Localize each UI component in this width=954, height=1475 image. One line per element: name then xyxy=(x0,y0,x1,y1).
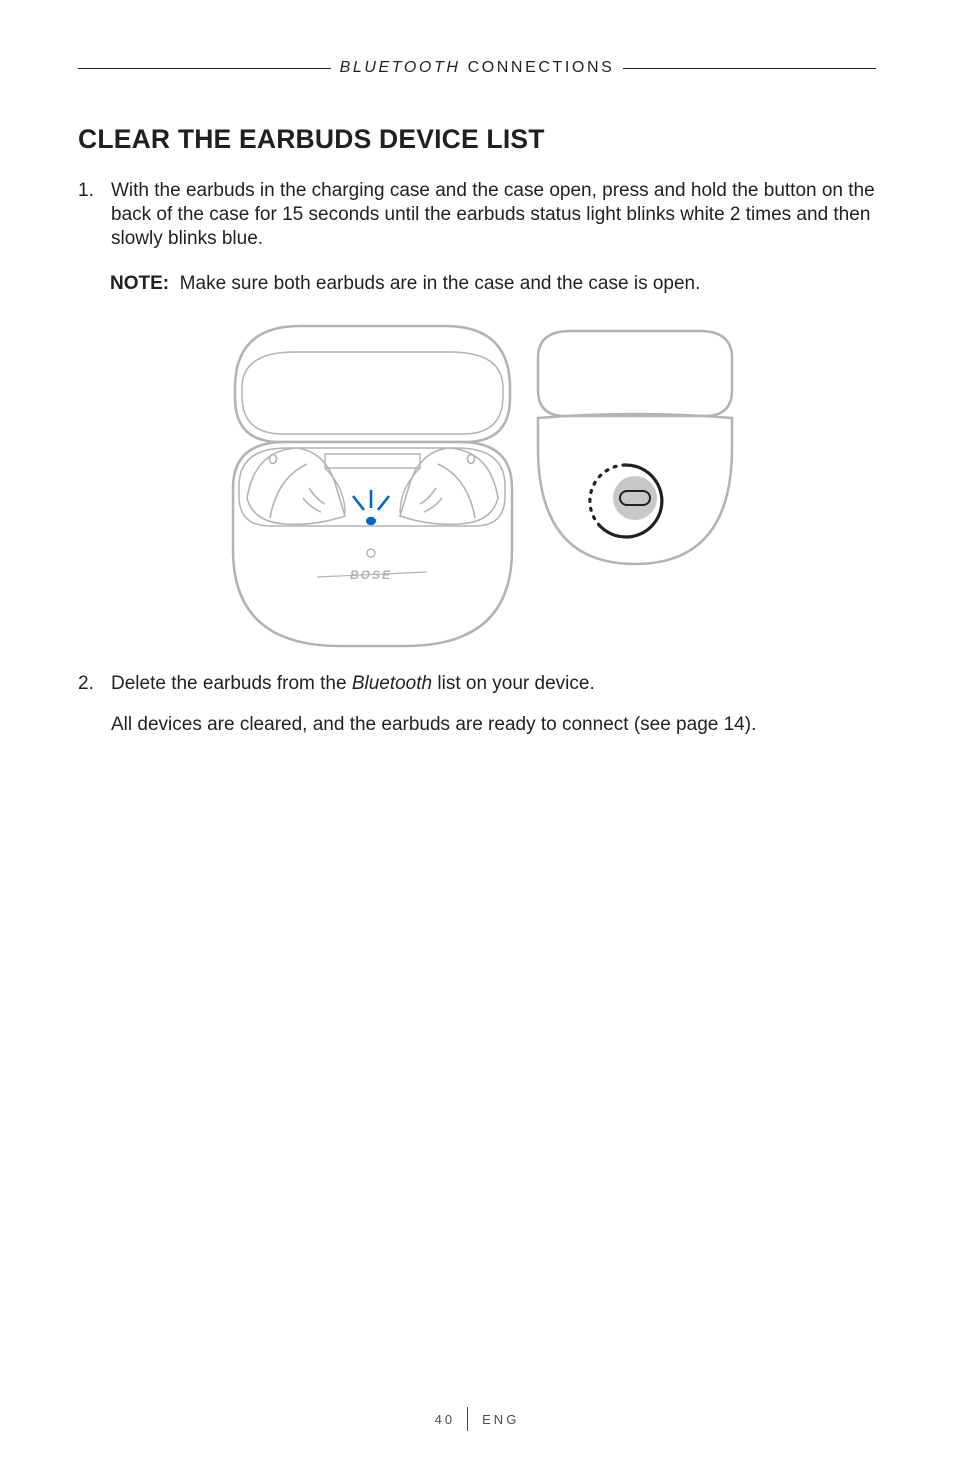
earbuds-case-illustration xyxy=(225,318,740,653)
note xyxy=(110,272,700,296)
page-title: CLEAR THE EARBUDS DEVICE LIST xyxy=(78,124,545,154)
case-button xyxy=(590,465,662,537)
page-number: 40 xyxy=(434,1411,456,1427)
language-label: ENG xyxy=(482,1411,520,1427)
step-2-text-after: list on your device. xyxy=(432,673,595,694)
result-text: All devices are cleared, and the earbuds are ready to connect (see page 14). xyxy=(111,714,757,735)
header-rule-right xyxy=(623,68,876,69)
right-earbud xyxy=(400,448,498,524)
note-label: NOTE: xyxy=(110,273,170,294)
case-back-view xyxy=(538,331,732,564)
case-lid xyxy=(235,326,510,442)
footer-separator xyxy=(467,1407,468,1431)
step-2-text-italic: Bluetooth xyxy=(351,673,433,694)
step-2 xyxy=(78,672,878,696)
step-1-text: With the earbuds in the charging case and the case open, press and hold the button on the back of the case for 15 seconds until the earbuds status light blinks white 2 times and then slowly blinks blue. xyxy=(111,180,875,249)
step-1-number: 1. xyxy=(78,180,94,201)
step-2-text xyxy=(111,672,878,696)
status-light-icon xyxy=(353,490,389,525)
step-2-number: 2. xyxy=(78,673,94,694)
step-2-text-before: Delete the earbuds from the xyxy=(111,673,352,694)
case-body xyxy=(233,442,512,646)
step-1 xyxy=(78,179,878,251)
left-earbud xyxy=(247,448,345,524)
note-text: Make sure both earbuds are in the case and the case is open. xyxy=(179,273,701,294)
section-title-italic: BLUETOOTH xyxy=(339,59,461,76)
header-rule-left xyxy=(78,68,331,69)
bose-logo: BOSE xyxy=(349,568,393,582)
page-footer xyxy=(0,1405,954,1433)
section-title-rest: CONNECTIONS xyxy=(467,59,615,76)
section-title xyxy=(331,59,624,77)
front-indicator xyxy=(367,549,375,557)
section-header xyxy=(78,56,876,80)
